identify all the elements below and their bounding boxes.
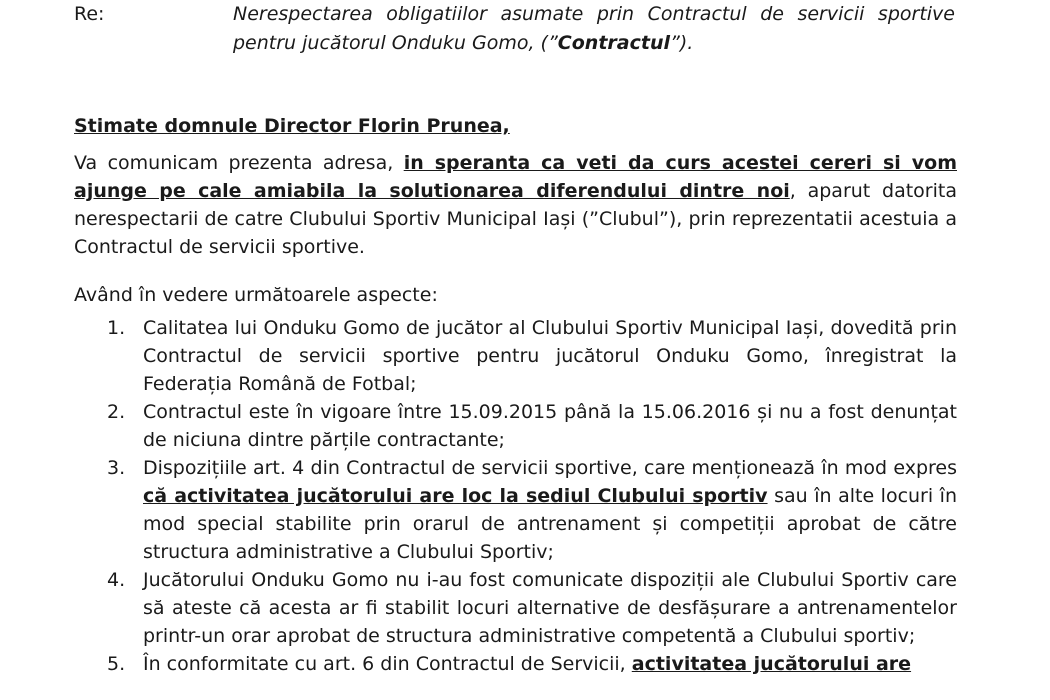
list-intro: Având în vedere următoarele aspecte: xyxy=(74,284,438,306)
paragraph-text: Va comunicam prezenta adresa, xyxy=(74,152,404,174)
list-item xyxy=(107,398,957,454)
list-item-number: 1. xyxy=(107,317,126,339)
list-item-text-end: sau în alte locuri în mod special stabilite prin orarul de antrenament și competiții aprobat de către structura administrative a Clubului Sportiv; xyxy=(143,485,958,563)
paragraph-emphasis: in speranta ca veti da curs acestei cereri si vom ajunge pe cale amiabila la solutionarea diferendului dintre noi xyxy=(74,152,957,202)
subject-bold-term: Contractul xyxy=(557,32,670,54)
list-item-text: Dispozițiile art. 4 din Contractul de servicii sportive, care menționează în mod expres xyxy=(143,457,957,479)
list-item-text: Jucătorului Onduku Gomo nu i-au fost comunicate dispoziții ale Clubului Sportiv care să ateste că acesta ar fi stabilit locuri alternative de desfășurare a antrenamentelor printr-un orar aprobat de structura administrative competentă a Clubului sportiv; xyxy=(143,569,957,647)
subject-text-end: ”). xyxy=(669,32,694,54)
list-item-number: 2. xyxy=(107,401,126,423)
list-item-number: 5. xyxy=(107,653,126,675)
aspects-list xyxy=(107,314,957,678)
list-item-text: În conformitate cu art. 6 din Contractul de Servicii, xyxy=(143,653,632,675)
subject-text: Nerespectarea obligatiilor asumate prin Contractul de servicii sportive pentru jucătorul Onduku Gomo, (” xyxy=(233,3,955,54)
salutation: Stimate domnule Director Florin Prunea, xyxy=(74,115,510,137)
list-item xyxy=(107,650,957,678)
opening-paragraph xyxy=(74,149,957,261)
list-item-number: 3. xyxy=(107,457,126,479)
list-item-emphasis: că activitatea jucătorului are loc la sediul Clubului sportiv xyxy=(143,485,768,507)
list-item xyxy=(107,454,957,566)
re-label: Re: xyxy=(74,3,105,25)
list-item-emphasis: activitatea jucătorului are xyxy=(631,653,912,675)
list-item xyxy=(107,566,957,650)
subject-line xyxy=(233,0,955,58)
paragraph-text-end: , aparut datorita nerespectarii de catre Clubului Sportiv Municipal Iași (”Clubul”), prin reprezentatii acestuia a Contractul de servicii sportive. xyxy=(74,180,957,258)
list-item xyxy=(107,314,957,398)
list-item-text: Calitatea lui Onduku Gomo de jucător al Clubului Sportiv Municipal Iași, dovedită prin Contractul de servicii sportive pentru jucătorul Onduku Gomo, înregistrat la Federația Română de Fotbal; xyxy=(143,317,957,395)
list-item-text: Contractul este în vigoare între 15.09.2015 până la 15.06.2016 și nu a fost denunțat de niciuna dintre părțile contractante; xyxy=(143,401,957,451)
list-item-number: 4. xyxy=(107,569,126,591)
